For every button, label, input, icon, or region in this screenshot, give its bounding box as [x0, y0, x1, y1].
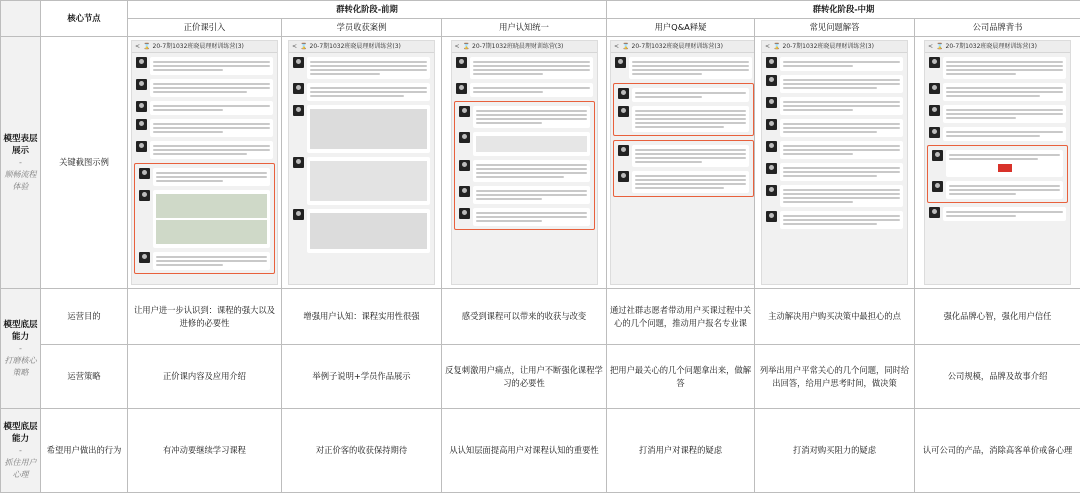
chat-message	[766, 75, 903, 93]
section-title: 模型底层能力	[3, 319, 38, 343]
chat-screenshot	[610, 40, 755, 285]
chat-message	[615, 57, 752, 79]
chat-titlebar	[289, 41, 434, 53]
avatar	[766, 163, 777, 174]
avatar	[618, 145, 629, 156]
section-subtitle: 打磨核心策略	[4, 356, 37, 377]
course-image	[156, 220, 267, 244]
back-icon: <	[292, 43, 298, 50]
hourglass-icon: ⌛	[300, 43, 308, 50]
hourglass-icon: ⌛	[143, 43, 151, 50]
section-subtitle: 抓住用户心理	[4, 458, 37, 479]
highlighted-messages	[454, 101, 595, 230]
strategy-row	[1, 345, 1080, 409]
behavior-cell: 有冲动要继续学习课程	[128, 409, 282, 493]
avatar	[615, 57, 626, 68]
avatar	[929, 57, 940, 68]
avatar	[618, 106, 629, 117]
section-title: 模型底层能力	[3, 421, 38, 445]
back-icon: <	[614, 43, 620, 50]
behavior-cell: 认可公司的产品，消除高客单价戒备心理	[915, 409, 1080, 493]
chat-message	[136, 79, 273, 97]
work-image	[310, 213, 427, 249]
avatar	[456, 83, 467, 94]
avatar	[929, 83, 940, 94]
chat-message	[136, 101, 273, 115]
avatar	[136, 79, 147, 90]
chat-message	[766, 211, 903, 229]
chat-screenshot	[131, 40, 278, 285]
node-header: 公司品牌背书	[915, 19, 1080, 37]
avatar	[456, 57, 467, 68]
strategy-row-label: 运营策略	[41, 345, 128, 409]
avatar	[766, 119, 777, 130]
back-icon: <	[135, 43, 141, 50]
highlighted-messages	[927, 145, 1068, 203]
behavior-row	[1, 409, 1080, 493]
avatar	[293, 209, 304, 220]
chat-screenshot	[288, 40, 435, 285]
hourglass-icon: ⌛	[622, 43, 630, 50]
avatar	[136, 57, 147, 68]
course-image	[156, 194, 267, 218]
goal-row-label: 运营目的	[41, 289, 128, 345]
goal-cell: 主动解决用户购买决策中最担心的点	[755, 289, 915, 345]
goal-cell: 让用户进一步认识到：课程的强大以及进修的必要性	[128, 289, 282, 345]
avatar	[618, 171, 629, 182]
section-dash: -	[19, 344, 22, 354]
stage-mid-header: 群转化阶段-中期	[607, 1, 1080, 19]
behavior-cell: 对正价客的收获保持期待	[282, 409, 442, 493]
avatar	[766, 97, 777, 108]
avatar	[929, 207, 940, 218]
hourglass-icon: ⌛	[462, 43, 471, 50]
avatar	[139, 190, 150, 201]
chat-screenshot	[924, 40, 1071, 285]
group-title: 20-7期1032班晓晨理财训练营(3)	[631, 43, 723, 50]
behavior-cell: 打消用户对课程的疑虑	[607, 409, 755, 493]
chat-titlebar	[611, 41, 755, 53]
group-title: 20-7期1032班晓晨理财训练营(3)	[309, 43, 401, 50]
chat-message	[929, 57, 1066, 79]
group-title: 20-7期1032班晓晨理财训练营(3)	[782, 43, 874, 50]
goal-row	[1, 289, 1080, 345]
chat-message	[766, 141, 903, 159]
group-title: 20-7期1032班晓晨理财训练营(3)	[945, 43, 1037, 50]
strategy-cell: 正价课内容及应用介绍	[128, 345, 282, 409]
section-surface-label	[1, 37, 41, 289]
avatar	[459, 208, 470, 219]
screenshot-cell	[442, 37, 607, 289]
node-header: 常见问题解答	[755, 19, 915, 37]
chat-titlebar	[132, 41, 277, 53]
behavior-cell: 从认知层面提高用户对课程认知的重要性	[442, 409, 607, 493]
avatar	[136, 101, 147, 112]
goal-cell: 强化品牌心智，强化用户信任	[915, 289, 1080, 345]
link-thumbnail	[998, 164, 1012, 172]
section-dash: -	[19, 158, 22, 168]
highlighted-messages	[613, 140, 754, 197]
avatar	[459, 160, 470, 171]
avatar	[929, 105, 940, 116]
stage-early-header: 群转化阶段-前期	[128, 1, 607, 19]
avatar	[136, 119, 147, 130]
chat-message	[766, 163, 903, 181]
avatar	[766, 75, 777, 86]
back-icon: <	[454, 43, 460, 50]
back-icon: <	[765, 43, 771, 50]
chat-screenshot	[451, 40, 598, 285]
chat-message	[929, 83, 1066, 101]
avatar	[459, 186, 470, 197]
chat-titlebar	[762, 41, 907, 53]
core-node-header: 核心节点	[41, 1, 128, 37]
section-core-label	[1, 289, 41, 409]
chat-message	[293, 105, 430, 153]
chat-message	[766, 97, 903, 115]
goal-cell: 通过社群志愿者带动用户买课过程中关心的几个问题，推动用户报名专业课	[607, 289, 755, 345]
node-header: 用户Q&A释疑	[607, 19, 755, 37]
avatar	[293, 157, 304, 168]
section-psych-label	[1, 409, 41, 493]
work-image	[310, 109, 427, 149]
avatar	[932, 181, 943, 192]
node-header: 用户认知统一	[442, 19, 607, 37]
avatar	[459, 106, 470, 117]
avatar	[618, 88, 629, 99]
strategy-cell: 反复刺激用户痛点，让用户不断强化课程学习的必要性	[442, 345, 607, 409]
chat-titlebar	[452, 41, 597, 53]
quote-image	[476, 136, 587, 152]
behavior-cell: 打消对购买阻力的疑虑	[755, 409, 915, 493]
goal-cell: 感受到课程可以带来的收获与改变	[442, 289, 607, 345]
goal-cell: 增强用户认知：课程实用性很强	[282, 289, 442, 345]
section-dash: -	[19, 446, 22, 456]
hourglass-icon: ⌛	[773, 43, 781, 50]
chat-titlebar	[925, 41, 1070, 53]
node-header: 学员收获案例	[282, 19, 442, 37]
avatar	[929, 127, 940, 138]
avatar	[139, 168, 150, 179]
chat-message	[293, 157, 430, 205]
group-title: 20-7期1032班晓晨理财训练营(3)	[152, 43, 244, 50]
section-title: 模型表层展示	[3, 133, 38, 157]
chat-message	[766, 57, 903, 71]
section-subtitle: 顺畅流程体验	[4, 170, 37, 191]
chat-message	[929, 127, 1066, 141]
avatar	[293, 105, 304, 116]
avatar	[932, 150, 943, 161]
avatar	[766, 57, 777, 68]
avatar	[293, 83, 304, 94]
group-title: 20-7期1032班晓晨理财训练营(3)	[472, 43, 564, 50]
avatar	[766, 185, 777, 196]
chat-message	[456, 57, 593, 79]
chat-message	[293, 57, 430, 79]
chat-message	[293, 83, 430, 101]
strategy-cell: 把用户最关心的几个问题拿出来，做解答	[607, 345, 755, 409]
avatar	[139, 252, 150, 263]
chat-message	[136, 119, 273, 137]
node-header: 正价课引入	[128, 19, 282, 37]
screenshot-row	[1, 37, 1080, 289]
strategy-cell: 举例子说明+学员作品展示	[282, 345, 442, 409]
chat-message	[136, 57, 273, 75]
chat-message	[929, 105, 1066, 123]
chat-message	[456, 83, 593, 97]
hourglass-icon: ⌛	[936, 43, 944, 50]
screenshot-row-label: 关键截图示例	[41, 37, 128, 289]
screenshot-cell	[607, 37, 755, 289]
screenshot-cell	[128, 37, 282, 289]
screenshot-cell	[282, 37, 442, 289]
avatar	[136, 141, 147, 152]
strategy-cell: 公司规模，品牌及故事介绍	[915, 345, 1080, 409]
screenshot-cell	[915, 37, 1080, 289]
chat-message	[766, 185, 903, 207]
screenshot-cell	[755, 37, 915, 289]
header-row-stage	[1, 1, 1080, 19]
work-image	[310, 161, 427, 201]
avatar	[459, 132, 470, 143]
avatar	[293, 57, 304, 68]
behavior-row-label: 希望用户做出的行为	[41, 409, 128, 493]
chat-message	[136, 141, 273, 159]
corner-cell	[1, 1, 41, 37]
avatar	[766, 141, 777, 152]
chat-screenshot	[761, 40, 908, 285]
strategy-cell: 列举出用户平常关心的几个问题，同时给出回答，给用户思考时间，做决策	[755, 345, 915, 409]
avatar	[766, 211, 777, 222]
back-icon: <	[928, 43, 934, 50]
highlighted-messages	[134, 163, 275, 274]
chat-message	[766, 119, 903, 137]
chat-message	[293, 209, 430, 253]
highlighted-messages	[613, 83, 754, 136]
chat-message	[929, 207, 1066, 221]
header-row-nodes	[1, 19, 1080, 37]
